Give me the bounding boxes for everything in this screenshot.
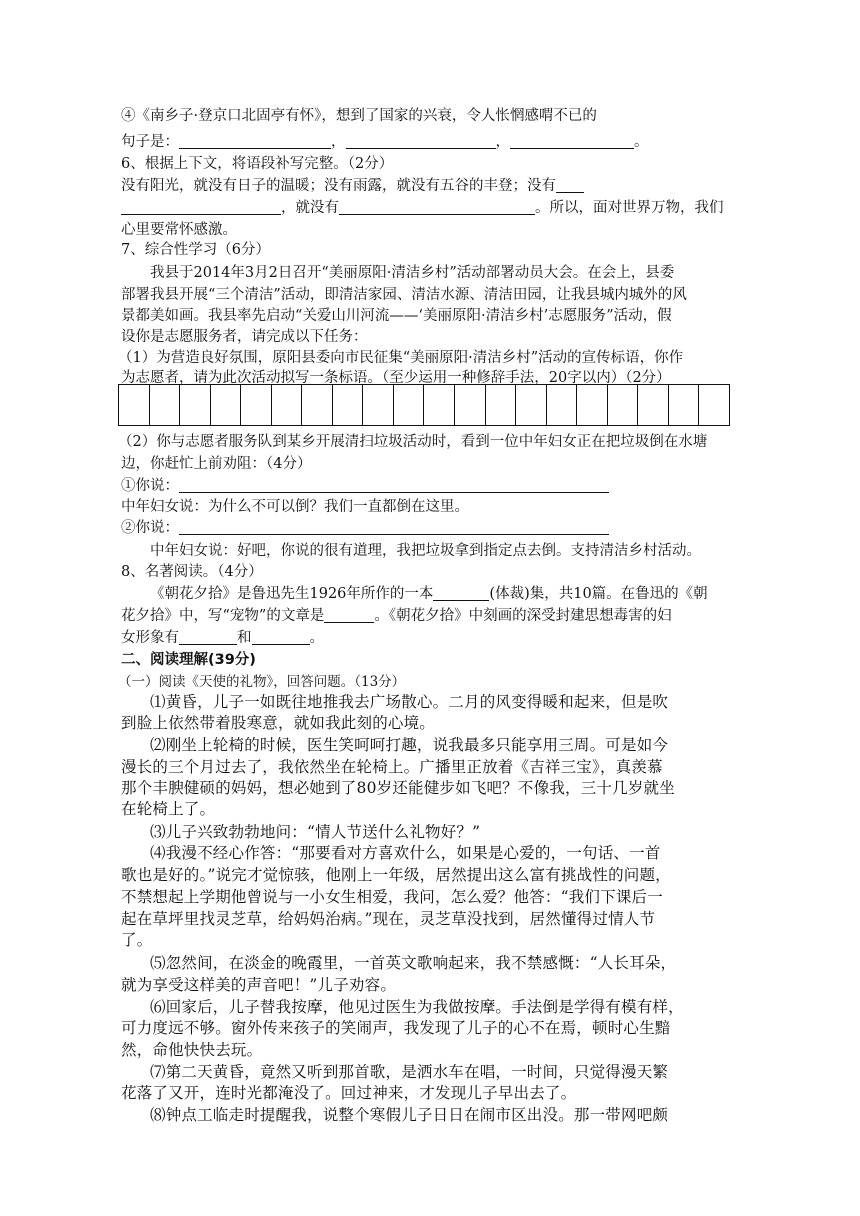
grid-cell[interactable] (210, 385, 241, 425)
para-8-line-1: ⑻钟点工临走时提醒我，说整个寒假儿子日日在闹市区出没。那一带网吧颇 (150, 1106, 669, 1124)
poem-question-line: ④《南乡子·登京口北固亭有怀》，想到了国家的兴衰，令人怅惘感喟不已的 (121, 108, 597, 124)
answer-blank-1[interactable] (179, 134, 331, 149)
q7-para-line-1: 我县于2014年3月2日召开“美丽原阳·清洁乡村”活动部署动员大会。在会上，县委 (150, 265, 675, 281)
question-6-title: 6、根据上下文，将语段补写完整。（2分） (121, 156, 394, 172)
q8-text-7: 。 (309, 630, 324, 646)
para-4-line-3: 不禁想起上学期他曾说与一小女生相爱，我问，怎么爱？他答：“我们下课后一 (121, 888, 663, 906)
q8-blank-genre[interactable] (433, 586, 489, 601)
you-say-blank-2[interactable] (179, 520, 609, 535)
dialogue-woman-2: 中年妇女说：好吧，你说的很有道理，我把垃圾拿到指定点去倒。支持清洁乡村活动。 (150, 543, 701, 559)
q8-text-6: 和 (237, 630, 252, 646)
q7-sub2-line-1: （2）你与志愿者服务队到某乡开展清扫垃圾活动时，看到一位中年妇女正在把垃圾倒在水塘 (118, 434, 708, 450)
para-7-line-2: 花落了又开，连时光都淹没了。回过神来，才发现儿子早出去了。 (121, 1084, 577, 1102)
grid-cell[interactable] (576, 385, 607, 425)
answer-blank-2[interactable] (346, 134, 496, 149)
grid-cell[interactable] (119, 385, 149, 425)
q6-line-2 (121, 198, 741, 218)
grid-cell[interactable] (698, 385, 729, 425)
q8-text-3: 花夕拾》中，写“宠物”的文章是 (121, 608, 325, 624)
q8-line-1 (150, 584, 770, 604)
para-2-line-1: ⑵刚坐上轮椅的时候，医生笑呵呵打趣，说我最多只能享用三周。可是如今 (150, 736, 669, 754)
grid-cell[interactable] (423, 385, 454, 425)
q7-sub2-line-2: 边，你赶忙上前劝阻：（4分） (121, 456, 312, 472)
q6-text-1: 没有阳光，就没有日子的温暖；没有雨露，就没有五谷的丰登；没有 (121, 178, 556, 194)
q8-text-1: 《朝花夕拾》是鲁迅先生1926年所作的一本 (150, 586, 434, 602)
you-say-label-1: ①你说： (121, 478, 179, 494)
answer-blank-3[interactable] (510, 134, 634, 149)
q8-text-4: 。《朝花夕拾》中刻画的深受封建思想毒害的妇 (374, 608, 672, 624)
para-2-line-3: 那个丰腴健硕的妈妈，想必她到了80岁还能健步如飞吧？不像我，三十几岁就坐 (121, 779, 675, 797)
dialogue-woman-1: 中年妇女说：为什么不可以倒？我们一直都倒在这里。 (121, 499, 469, 515)
para-4-line-2: 歌也是好的。”说完才觉惊骇，他刚上一年级，居然提出这么富有挑战性的问题， (121, 866, 671, 884)
para-6-line-2: 可力度远不够。窗外传来孩子的笑闹声，我发现了儿子的心不在焉，顿时心生黯 (121, 1019, 671, 1037)
q7-para-line-4: 设你是志愿服务者，请完成以下任务： (121, 329, 368, 345)
grid-cell[interactable] (485, 385, 516, 425)
grid-cell[interactable] (637, 385, 668, 425)
para-2-line-2: 漫长的三个月过去了，我依然坐在轮椅上。广播里正放着《吉祥三宝》，真羡慕 (121, 758, 663, 776)
you-say-blank-1[interactable] (179, 478, 609, 493)
para-1-line-2: 到脸上依然带着股寒意，就如我此刻的心境。 (121, 714, 436, 732)
q6-text-2: ，就没有 (281, 200, 339, 216)
slogan-writing-grid[interactable] (118, 384, 730, 426)
grid-cell[interactable] (332, 385, 363, 425)
grid-cell[interactable] (271, 385, 302, 425)
q8-line-2 (121, 606, 741, 626)
dialogue-you-1 (121, 476, 741, 496)
you-say-label-2: ②你说： (121, 520, 179, 536)
grid-cell[interactable] (454, 385, 485, 425)
q7-para-line-2: 部署我县开展“三个清洁”活动，即清洁家园、清洁水源、清洁田园，让我县城内城外的风 (121, 287, 687, 303)
grid-cell[interactable] (240, 385, 271, 425)
para-5-line-2: 就为享受这样美的声音吧！”儿子劝容。 (121, 976, 397, 994)
q6-blank-3[interactable] (339, 200, 535, 215)
q6-text-3: 。所以，面对世界万物，我们 (535, 200, 724, 216)
comma-2: ， (495, 134, 510, 150)
para-4-line-1: ⑷我漫不经心作答：“那要看对方喜欢什么，如果是心爱的，一句话、一首 (150, 844, 661, 862)
grid-cell[interactable] (668, 385, 699, 425)
para-5-line-1: ⑸忽然间，在淡金的晚霞里，一首英文歌响起来，我不禁感慨：“人长耳朵， (150, 954, 677, 972)
para-6-line-1: ⑹回家后，儿子替我按摩，他见过医生为我做按摩。手法倒是学得有模有样， (150, 998, 684, 1016)
period: 。 (634, 134, 649, 150)
q8-blank-woman-1[interactable] (179, 630, 237, 645)
q8-line-3 (121, 628, 741, 648)
q6-line-3: 心里要常怀感激。 (121, 222, 237, 238)
para-7-line-1: ⑺第二天黄昏，竟然又听到那首歌，是洒水车在唱，一时间，只觉得漫天繁 (150, 1063, 669, 1081)
para-4-line-5: 了。 (121, 931, 153, 949)
dialogue-you-2 (121, 518, 741, 538)
grid-cell[interactable] (607, 385, 638, 425)
question-8-title: 8、名著阅读。（4分） (121, 564, 263, 580)
reading-1-instruction: （一）阅读《天使的礼物》，回答问题。（13分） (118, 674, 406, 690)
q6-blank-1[interactable] (556, 178, 584, 193)
grid-cell[interactable] (301, 385, 332, 425)
poem-answer-line (121, 132, 741, 152)
para-3-line-1: ⑶儿子兴致勃勃地问：“情人节送什么礼物好？” (150, 823, 481, 841)
para-4-line-4: 起在草坪里找灵芝草，给妈妈治病。”现在，灵芝草没找到，居然懂得过情人节 (121, 910, 656, 928)
q7-sub1-line-2: 为志愿者，请为此次活动拟写一条标语。（至少运用一种修辞手法，20字以内）（2分） (121, 370, 671, 386)
answer-prefix: 句子是： (121, 134, 179, 150)
section-2-heading: 二、阅读理解(39分) (121, 652, 256, 668)
para-2-line-4: 在轮椅上了。 (121, 800, 216, 818)
grid-cell[interactable] (546, 385, 577, 425)
grid-cell[interactable] (149, 385, 180, 425)
q8-blank-woman-2[interactable] (252, 630, 310, 645)
grid-cell[interactable] (362, 385, 393, 425)
q6-line-1 (121, 176, 741, 196)
q7-para-line-3: 景都美如画。我县率先启动“关爱山川河流——‘美丽原阳·清洁乡村’志愿服务”活动，假 (121, 308, 672, 324)
grid-cell[interactable] (515, 385, 546, 425)
para-1-line-1: ⑴黄昏，儿子一如既往地推我去广场散心。二月的风变得暖和起来，但是吹 (150, 693, 669, 711)
q6-blank-2[interactable] (121, 200, 281, 215)
q7-sub1-line-1: （1）为营造良好氛围，原阳县委向市民征集“美丽原阳·清洁乡村”活动的宣传标语，你作 (118, 350, 684, 366)
grid-cell[interactable] (179, 385, 210, 425)
q8-text-2: (体裁)集，共10篇。在鲁迅的《朝 (489, 586, 708, 602)
comma-1: ， (331, 134, 346, 150)
question-7-title: 7、综合性学习（6分） (121, 242, 270, 258)
para-6-line-3: 然，命他快快去玩。 (121, 1041, 263, 1059)
grid-cell[interactable] (393, 385, 424, 425)
q8-text-5: 女形象有 (121, 630, 179, 646)
q8-blank-pet[interactable] (324, 608, 374, 623)
